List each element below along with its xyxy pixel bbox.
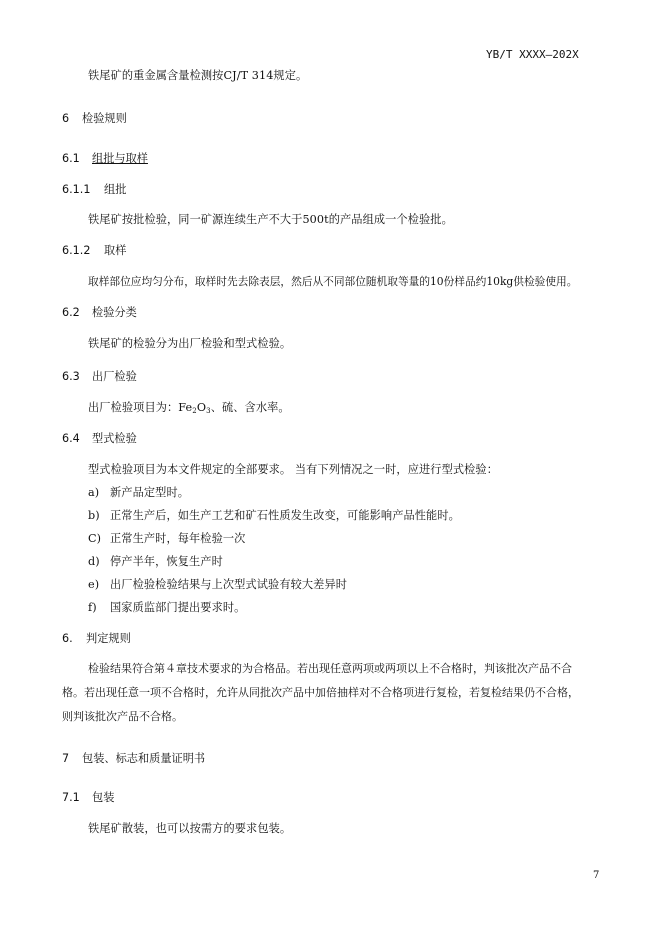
section-6-2-body: 铁尾矿的检验分为出厂检验和型式检验。 xyxy=(88,337,292,350)
list-item xyxy=(88,509,460,523)
section-6-3-heading xyxy=(62,370,137,384)
section-number: 6.3 xyxy=(62,370,80,383)
section-6-1-heading xyxy=(62,152,148,166)
section-7-1-body: 铁尾矿散装，也可以按需方的要求包装。 xyxy=(88,822,292,835)
list-marker: a) xyxy=(88,486,100,499)
section-title: 型式检验 xyxy=(92,432,137,445)
section-title: 组批 xyxy=(104,183,127,196)
section-title: 检验规则 xyxy=(82,112,127,125)
section-number: 6.1.1 xyxy=(62,183,91,196)
section-6-2-heading xyxy=(62,306,137,320)
section-6-5-line: 检验结果符合第４章技术要求的为合格品。若出现任意两项或两项以上不合格时，判该批次产品不合 xyxy=(88,662,572,675)
section-number: 6.1 xyxy=(62,152,80,165)
list-item xyxy=(88,555,223,569)
section-6-heading xyxy=(62,112,127,126)
section-title: 出厂检验 xyxy=(92,370,137,383)
body-text: 出厂检验项目为：Fe xyxy=(88,401,193,414)
section-6-3-body xyxy=(88,401,290,415)
section-title: 检验分类 xyxy=(92,306,137,319)
subscript: 2 xyxy=(192,407,197,415)
section-number: 6.1.2 xyxy=(62,244,91,257)
section-6-4-heading xyxy=(62,432,137,446)
list-text: 新产品定型时。 xyxy=(110,486,190,499)
list-item xyxy=(88,486,189,500)
section-number: 6. xyxy=(62,632,73,645)
section-7-heading xyxy=(62,752,205,766)
section-title: 取样 xyxy=(104,244,127,257)
section-6-4-body: 型式检验项目为本文件规定的全部要求。 当有下列情况之一时，应进行型式检验： xyxy=(88,463,499,476)
section-number: 6 xyxy=(62,112,70,125)
list-item xyxy=(88,601,245,615)
list-text: 停产半年，恢复生产时 xyxy=(110,555,223,568)
section-6-5-heading xyxy=(62,632,131,646)
section-number: 6.2 xyxy=(62,306,80,319)
section-6-1-2-body: 取样部位应均匀分布，取样时先去除表层，然后从不同部位随机取等量的10份样品约10kg供检验使用。 xyxy=(88,275,578,288)
section-title: 包装 xyxy=(92,791,115,804)
list-text: 出厂检验检验结果与上次型式试验有较大差异时 xyxy=(110,578,348,591)
section-title: 包装、标志和质量证明书 xyxy=(82,752,206,765)
page-number: 7 xyxy=(593,870,600,881)
list-marker: C) xyxy=(88,532,102,545)
list-text: 国家质监部门提出要求时。 xyxy=(110,601,246,614)
list-marker: f) xyxy=(88,601,97,614)
list-text: 正常生产后，如生产工艺和矿石性质发生改变，可能影响产品性能时。 xyxy=(110,509,460,522)
list-marker: b) xyxy=(88,509,100,522)
section-title: 判定规则 xyxy=(86,632,131,645)
section-6-1-1-body: 铁尾矿按批检验，同一矿源连续生产不大于500t的产品组成一个检验批。 xyxy=(88,213,453,226)
subscript: 3 xyxy=(206,407,211,415)
list-text: 正常生产时，每年检验一次 xyxy=(110,532,246,545)
section-6-5-line: 格。若出现任意一项不合格时，允许从同批次产品中加倍抽样对不合格项进行复检，若复检结果仍不合格， xyxy=(62,686,579,699)
section-7-1-heading xyxy=(62,791,114,805)
section-6-5-line: 则判该批次产品不合格。 xyxy=(62,710,183,723)
section-number: 7.1 xyxy=(62,791,80,804)
list-marker: e) xyxy=(88,578,100,591)
doc-code-header: YB/T XXXX—202X xyxy=(486,48,579,61)
section-title: 组批与取样 xyxy=(92,152,148,165)
section-6-1-1-heading xyxy=(62,183,126,197)
list-item xyxy=(88,532,245,546)
list-item xyxy=(88,578,347,592)
section-number: 7 xyxy=(62,752,70,765)
list-marker: d) xyxy=(88,555,100,568)
body-text: 、硫、含水率。 xyxy=(210,401,290,414)
section-number: 6.4 xyxy=(62,432,80,445)
section-6-1-2-heading xyxy=(62,244,126,258)
body-text: O xyxy=(196,401,207,414)
intro-line: 铁尾矿的重金属含量检测按CJ/T 314规定。 xyxy=(88,69,308,82)
